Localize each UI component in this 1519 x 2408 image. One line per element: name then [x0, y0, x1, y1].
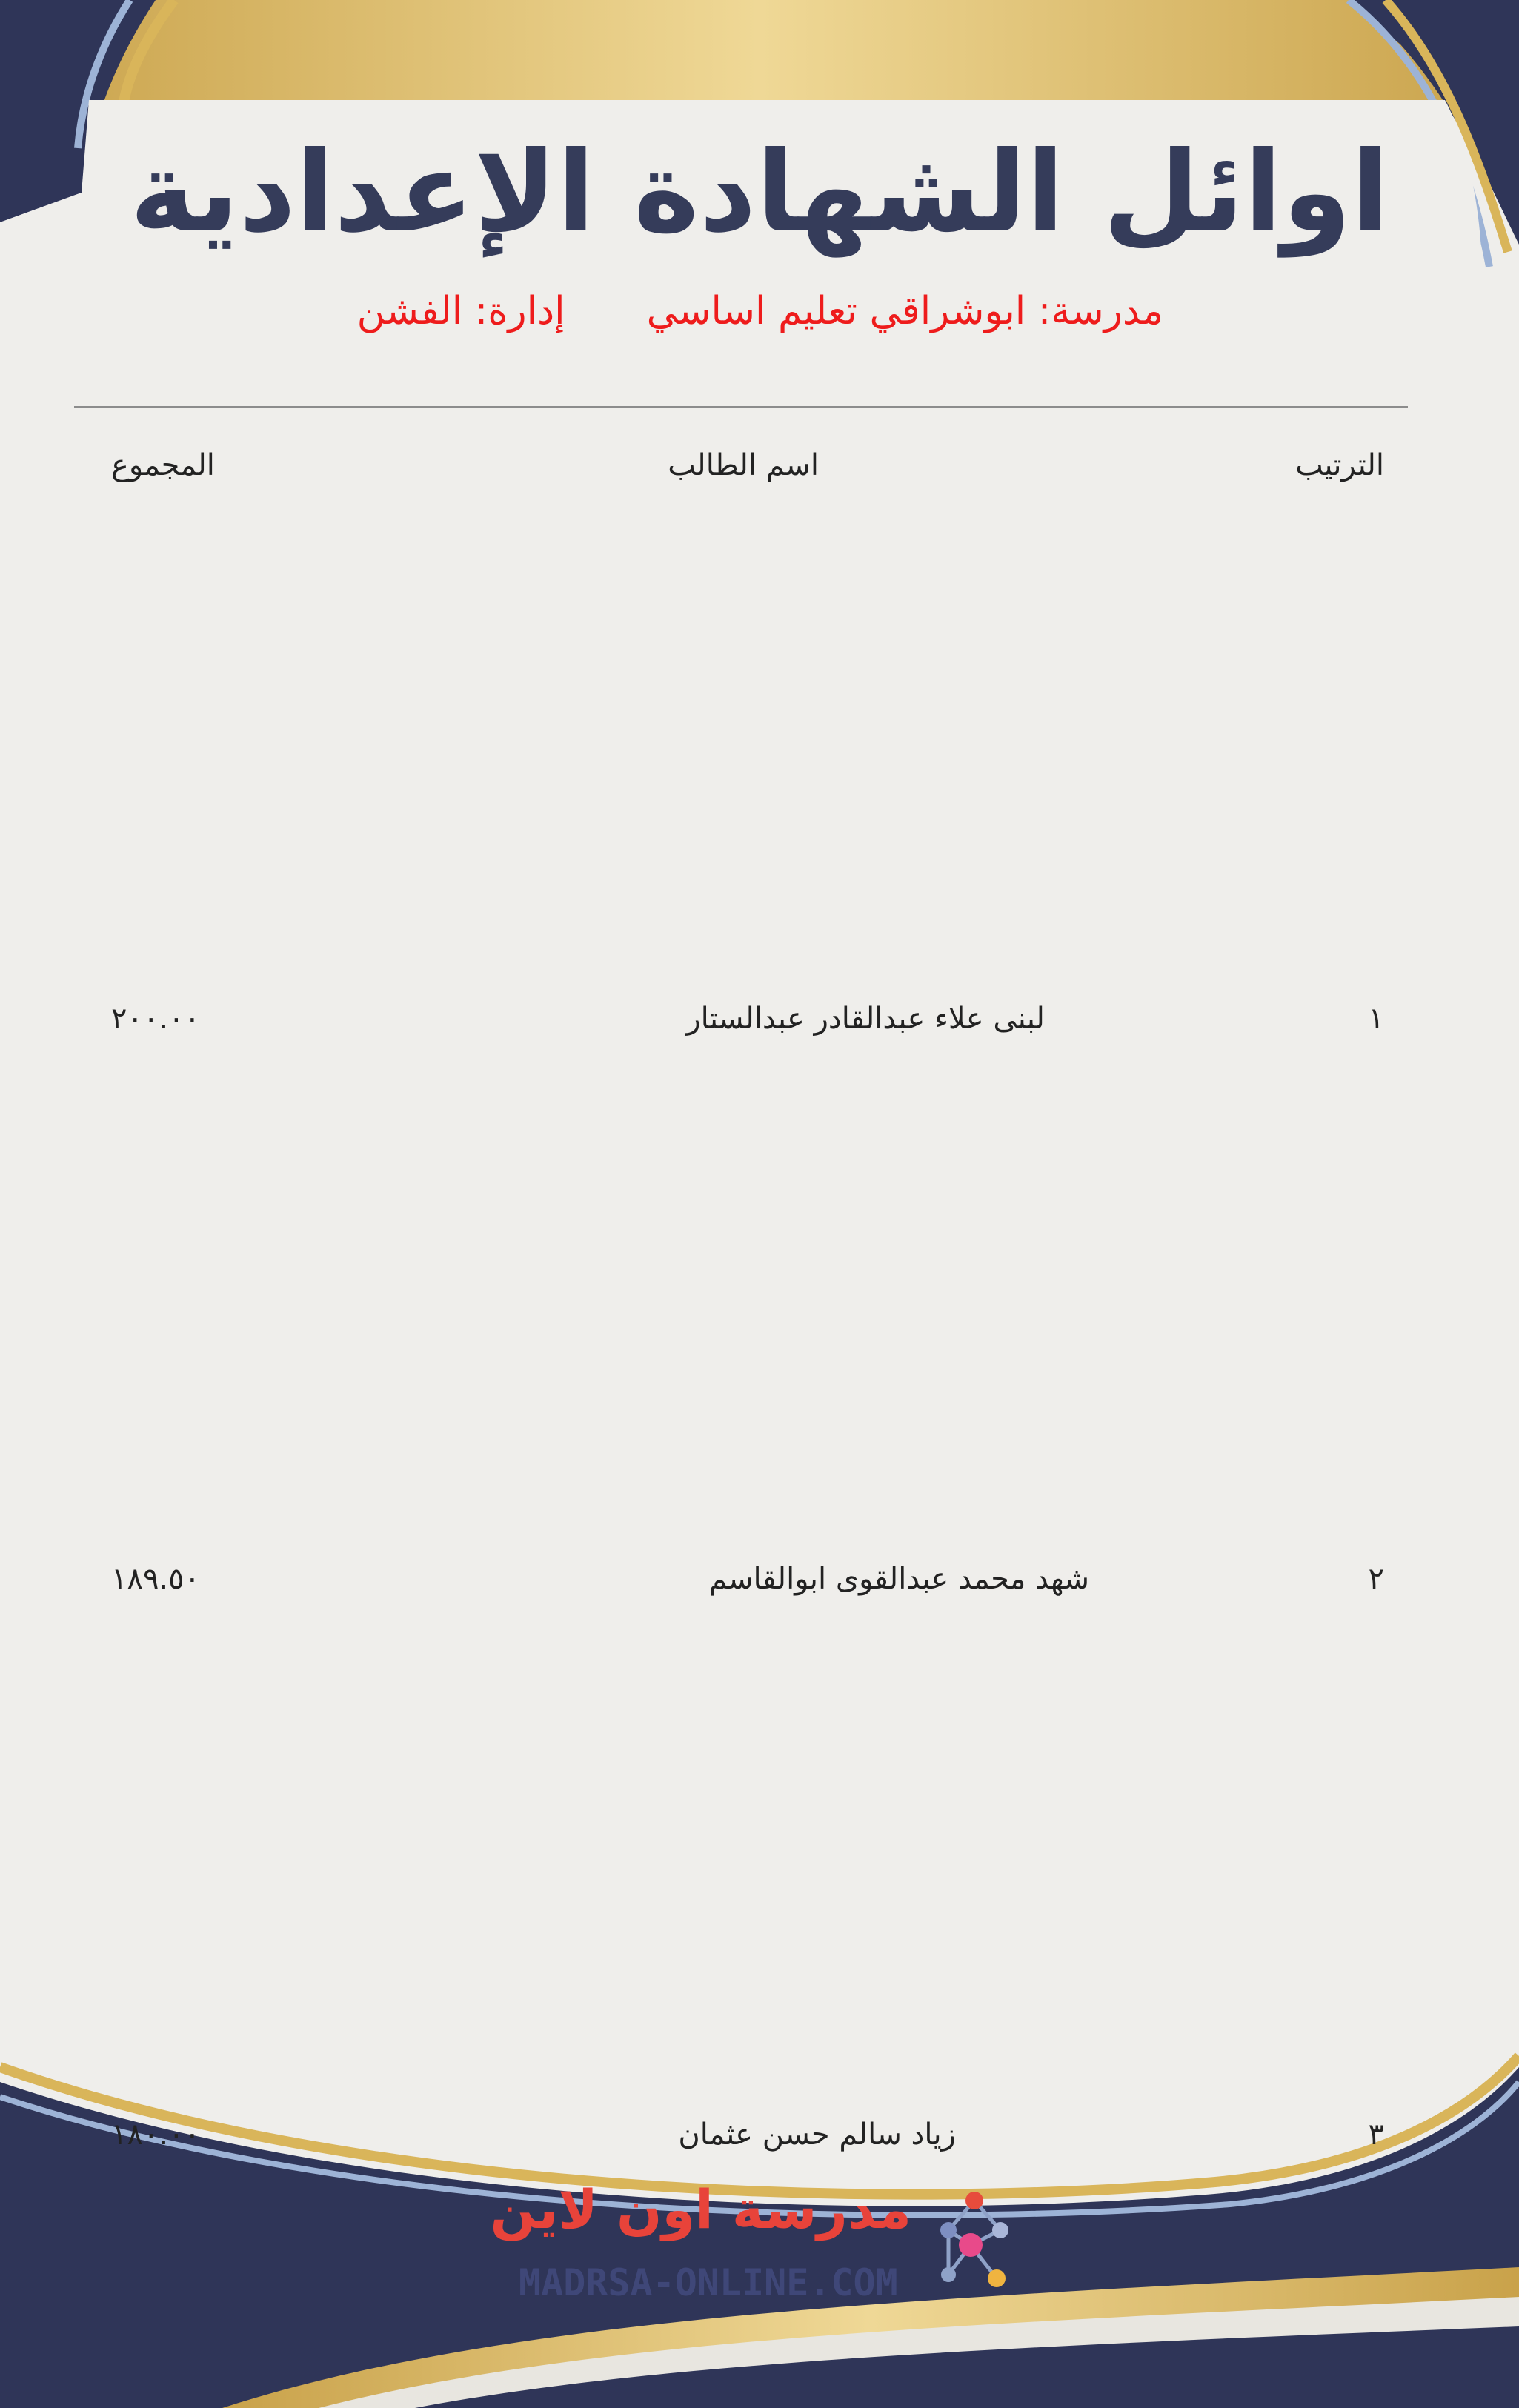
school-name: مدرسة: ابوشراقي تعليم اساسي	[646, 289, 1163, 333]
molecule-icon	[926, 2186, 1023, 2297]
subtitle	[357, 289, 1163, 333]
total-cell: ١٨٠.٠٠	[111, 2118, 201, 2152]
divider	[74, 406, 1408, 408]
page-title: اوائل الشهادة الإعدادية	[130, 128, 1389, 257]
rank-cell: ٢	[1368, 1562, 1384, 1596]
top-gold-band	[0, 0, 1519, 100]
column-header-rank: الترتيب	[1295, 448, 1384, 482]
logo-arabic-text: مدرسة اون لاين	[490, 2178, 911, 2241]
administration-name: إدارة: الفشن	[356, 289, 565, 333]
logo-url-text: MADRSA-ONLINE.COM	[519, 2261, 898, 2304]
student-name-cell: زياد سالم حسن عثمان	[678, 2118, 956, 2152]
total-cell: ٢٠٠.٠٠	[111, 1002, 201, 1036]
student-name-cell: شهد محمد عبدالقوى ابوالقاسم	[708, 1562, 1089, 1596]
student-name-cell: لبنى علاء عبدالقادر عبدالستار	[686, 1002, 1045, 1036]
total-cell: ١٨٩.٥٠	[111, 1562, 201, 1596]
column-header-total: المجموع	[111, 448, 215, 482]
rank-cell: ١	[1368, 1002, 1384, 1036]
column-header-name: اسم الطالب	[668, 448, 819, 482]
site-logo	[490, 2178, 1023, 2326]
rank-cell: ٣	[1368, 2118, 1384, 2152]
